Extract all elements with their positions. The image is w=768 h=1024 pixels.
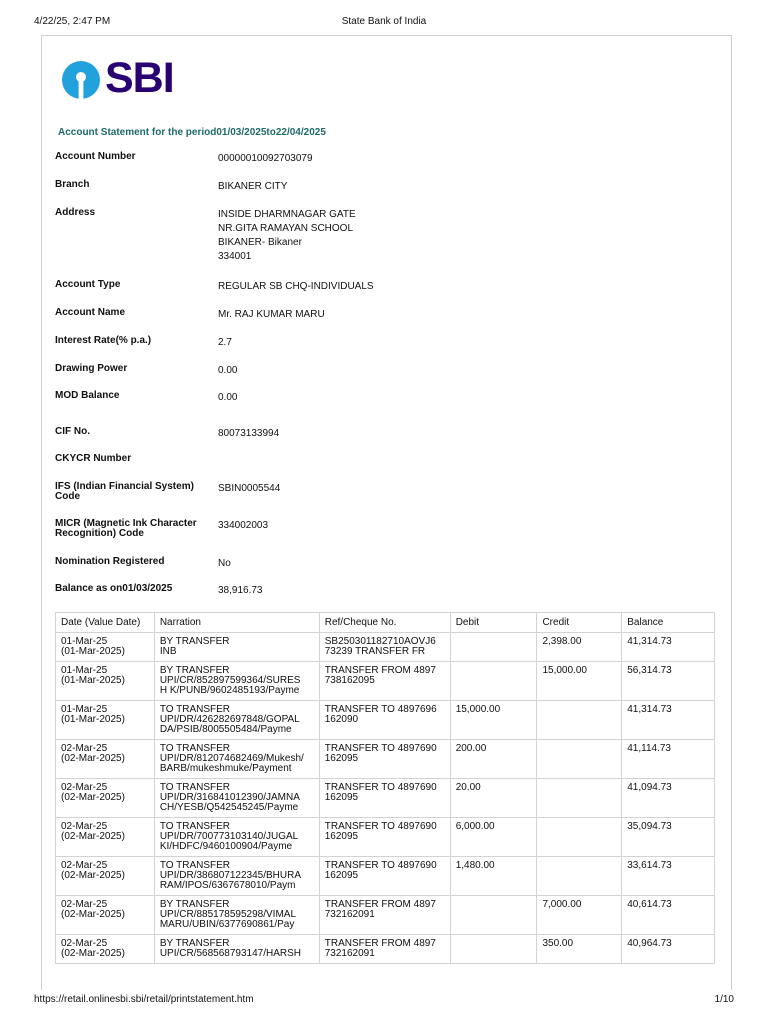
sbi-keyhole-logo-icon	[61, 60, 101, 100]
cell-debit: 15,000.00	[450, 701, 537, 740]
info-value: 0.00	[218, 365, 238, 376]
print-page-number: 1/10	[714, 994, 734, 1005]
cell-date: 02-Mar-25 (02-Mar-2025)	[56, 935, 155, 964]
cell-date: 01-Mar-25 (01-Mar-2025)	[56, 701, 155, 740]
cell-debit	[450, 662, 537, 701]
info-value: 334002003	[218, 520, 269, 531]
cell-credit	[537, 740, 622, 779]
cell-credit: 350.00	[537, 935, 622, 964]
cell-balance: 41,314.73	[622, 633, 715, 662]
cell-date: 02-Mar-25 (02-Mar-2025)	[56, 740, 155, 779]
cell-ref: SB250301182710AOVJ6 73239 TRANSFER FR	[319, 633, 450, 662]
cell-ref: TRANSFER TO 4897696 162090	[319, 701, 450, 740]
column-header-credit: Credit	[537, 613, 622, 633]
cell-date: 02-Mar-25 (02-Mar-2025)	[56, 779, 155, 818]
cell-credit	[537, 818, 622, 857]
cell-ref: TRANSFER TO 4897690 162095	[319, 857, 450, 896]
table-row	[56, 779, 715, 818]
cell-date: 01-Mar-25 (01-Mar-2025)	[56, 662, 155, 701]
table-row	[56, 896, 715, 935]
info-label: Account Name	[55, 307, 126, 318]
info-label: Account Number	[55, 151, 136, 162]
cell-narration: BY TRANSFER UPI/CR/852897599364/SURES H K/PUNB/9602485193/Payme	[154, 662, 319, 701]
cell-balance: 41,314.73	[622, 701, 715, 740]
cell-ref: TRANSFER TO 4897690 162095	[319, 779, 450, 818]
cell-date: 02-Mar-25 (02-Mar-2025)	[56, 857, 155, 896]
cell-debit: 20.00	[450, 779, 537, 818]
cell-ref: TRANSFER TO 4897690 162095	[319, 740, 450, 779]
cell-debit	[450, 896, 537, 935]
statement-period-title: Account Statement for the period01/03/2025to22/04/2025	[58, 127, 326, 138]
cell-balance: 40,964.73	[622, 935, 715, 964]
info-label: Drawing Power	[55, 363, 128, 374]
cell-credit	[537, 857, 622, 896]
cell-balance: 35,094.73	[622, 818, 715, 857]
cell-debit	[450, 935, 537, 964]
cell-date: 02-Mar-25 (02-Mar-2025)	[56, 896, 155, 935]
cell-credit: 7,000.00	[537, 896, 622, 935]
cell-ref: TRANSFER FROM 4897 738162095	[319, 662, 450, 701]
info-value: 80073133994	[218, 428, 280, 439]
info-label: MOD Balance	[55, 390, 120, 401]
cell-balance: 41,114.73	[622, 740, 715, 779]
info-label: MICR (Magnetic Ink Character Recognition) Code	[55, 518, 197, 539]
sbi-logo-text: SBI	[105, 54, 174, 102]
cell-debit: 200.00	[450, 740, 537, 779]
info-label: Branch	[55, 179, 90, 190]
cell-balance: 33,614.73	[622, 857, 715, 896]
column-header-date: Date (Value Date)	[56, 613, 155, 633]
info-label: Account Type	[55, 279, 121, 290]
sbi-logo	[61, 56, 191, 100]
cell-balance: 41,094.73	[622, 779, 715, 818]
cell-credit: 2,398.00	[537, 633, 622, 662]
print-url: https://retail.onlinesbi.sbi/retail/printstatement.htm	[34, 994, 254, 1005]
info-label: Nomination Registered	[55, 556, 165, 567]
info-value: BIKANER CITY	[218, 181, 288, 192]
transactions-table	[55, 612, 715, 964]
cell-balance: 56,314.73	[622, 662, 715, 701]
info-value: No	[218, 558, 231, 569]
cell-narration: TO TRANSFER UPI/DR/812074682469/Mukesh/ BARB/mukeshmuke/Payment	[154, 740, 319, 779]
print-datetime: 4/22/25, 2:47 PM	[34, 16, 111, 27]
table-row	[56, 935, 715, 964]
info-label: Balance as on01/03/2025	[55, 583, 173, 594]
cell-ref: TRANSFER TO 4897690 162095	[319, 818, 450, 857]
cell-credit: 15,000.00	[537, 662, 622, 701]
cell-credit	[537, 779, 622, 818]
cell-narration: TO TRANSFER UPI/DR/316841012390/JAMNA CH/YESB/Q542545245/Payme	[154, 779, 319, 818]
info-label: CKYCR Number	[55, 453, 132, 464]
column-header-debit: Debit	[450, 613, 537, 633]
table-row	[56, 857, 715, 896]
cell-narration: TO TRANSFER UPI/DR/386807122345/BHURA RAM/IPOS/6367678010/Paym	[154, 857, 319, 896]
cell-debit	[450, 633, 537, 662]
table-row	[56, 662, 715, 701]
info-value: 00000010092703079	[218, 153, 313, 164]
table-header-row	[56, 613, 715, 633]
column-header-ref: Ref/Cheque No.	[319, 613, 450, 633]
info-value: SBIN0005544	[218, 483, 281, 494]
info-label: Interest Rate(% p.a.)	[55, 335, 152, 346]
table-row	[56, 701, 715, 740]
cell-narration: TO TRANSFER UPI/DR/426282697848/GOPAL DA/PSIB/8005505484/Payme	[154, 701, 319, 740]
info-label: CIF No.	[55, 426, 90, 437]
table-row	[56, 818, 715, 857]
cell-ref: TRANSFER FROM 4897 732162091	[319, 896, 450, 935]
table-row	[56, 740, 715, 779]
cell-narration: BY TRANSFER UPI/CR/568568793147/HARSH	[154, 935, 319, 964]
cell-date: 02-Mar-25 (02-Mar-2025)	[56, 818, 155, 857]
info-value: INSIDE DHARMNAGAR GATE NR.GITA RAMAYAN SCHOOL BIKANER- Bikaner 334001	[218, 209, 356, 262]
cell-balance: 40,614.73	[622, 896, 715, 935]
info-value: 38,916.73	[218, 585, 263, 596]
info-value: 0.00	[218, 392, 238, 403]
table-row	[56, 633, 715, 662]
cell-credit	[537, 701, 622, 740]
cell-debit: 1,480.00	[450, 857, 537, 896]
print-page-title: State Bank of India	[341, 16, 427, 27]
print-header	[34, 16, 734, 30]
print-footer	[34, 994, 734, 1008]
column-header-narration: Narration	[154, 613, 319, 633]
column-header-balance: Balance	[622, 613, 715, 633]
info-value: REGULAR SB CHQ-INDIVIDUALS	[218, 281, 374, 292]
cell-ref: TRANSFER FROM 4897 732162091	[319, 935, 450, 964]
info-label: IFS (Indian Financial System) Code	[55, 481, 194, 502]
cell-narration: BY TRANSFER INB	[154, 633, 319, 662]
cell-date: 01-Mar-25 (01-Mar-2025)	[56, 633, 155, 662]
cell-narration: TO TRANSFER UPI/DR/700773103140/JUGAL KI/HDFC/9460100904/Payme	[154, 818, 319, 857]
cell-narration: BY TRANSFER UPI/CR/885178595298/VIMAL MARU/UBIN/6377690861/Pay	[154, 896, 319, 935]
info-value: Mr. RAJ KUMAR MARU	[218, 309, 325, 320]
info-value: 2.7	[218, 337, 232, 348]
cell-debit: 6,000.00	[450, 818, 537, 857]
info-label: Address	[55, 207, 96, 218]
